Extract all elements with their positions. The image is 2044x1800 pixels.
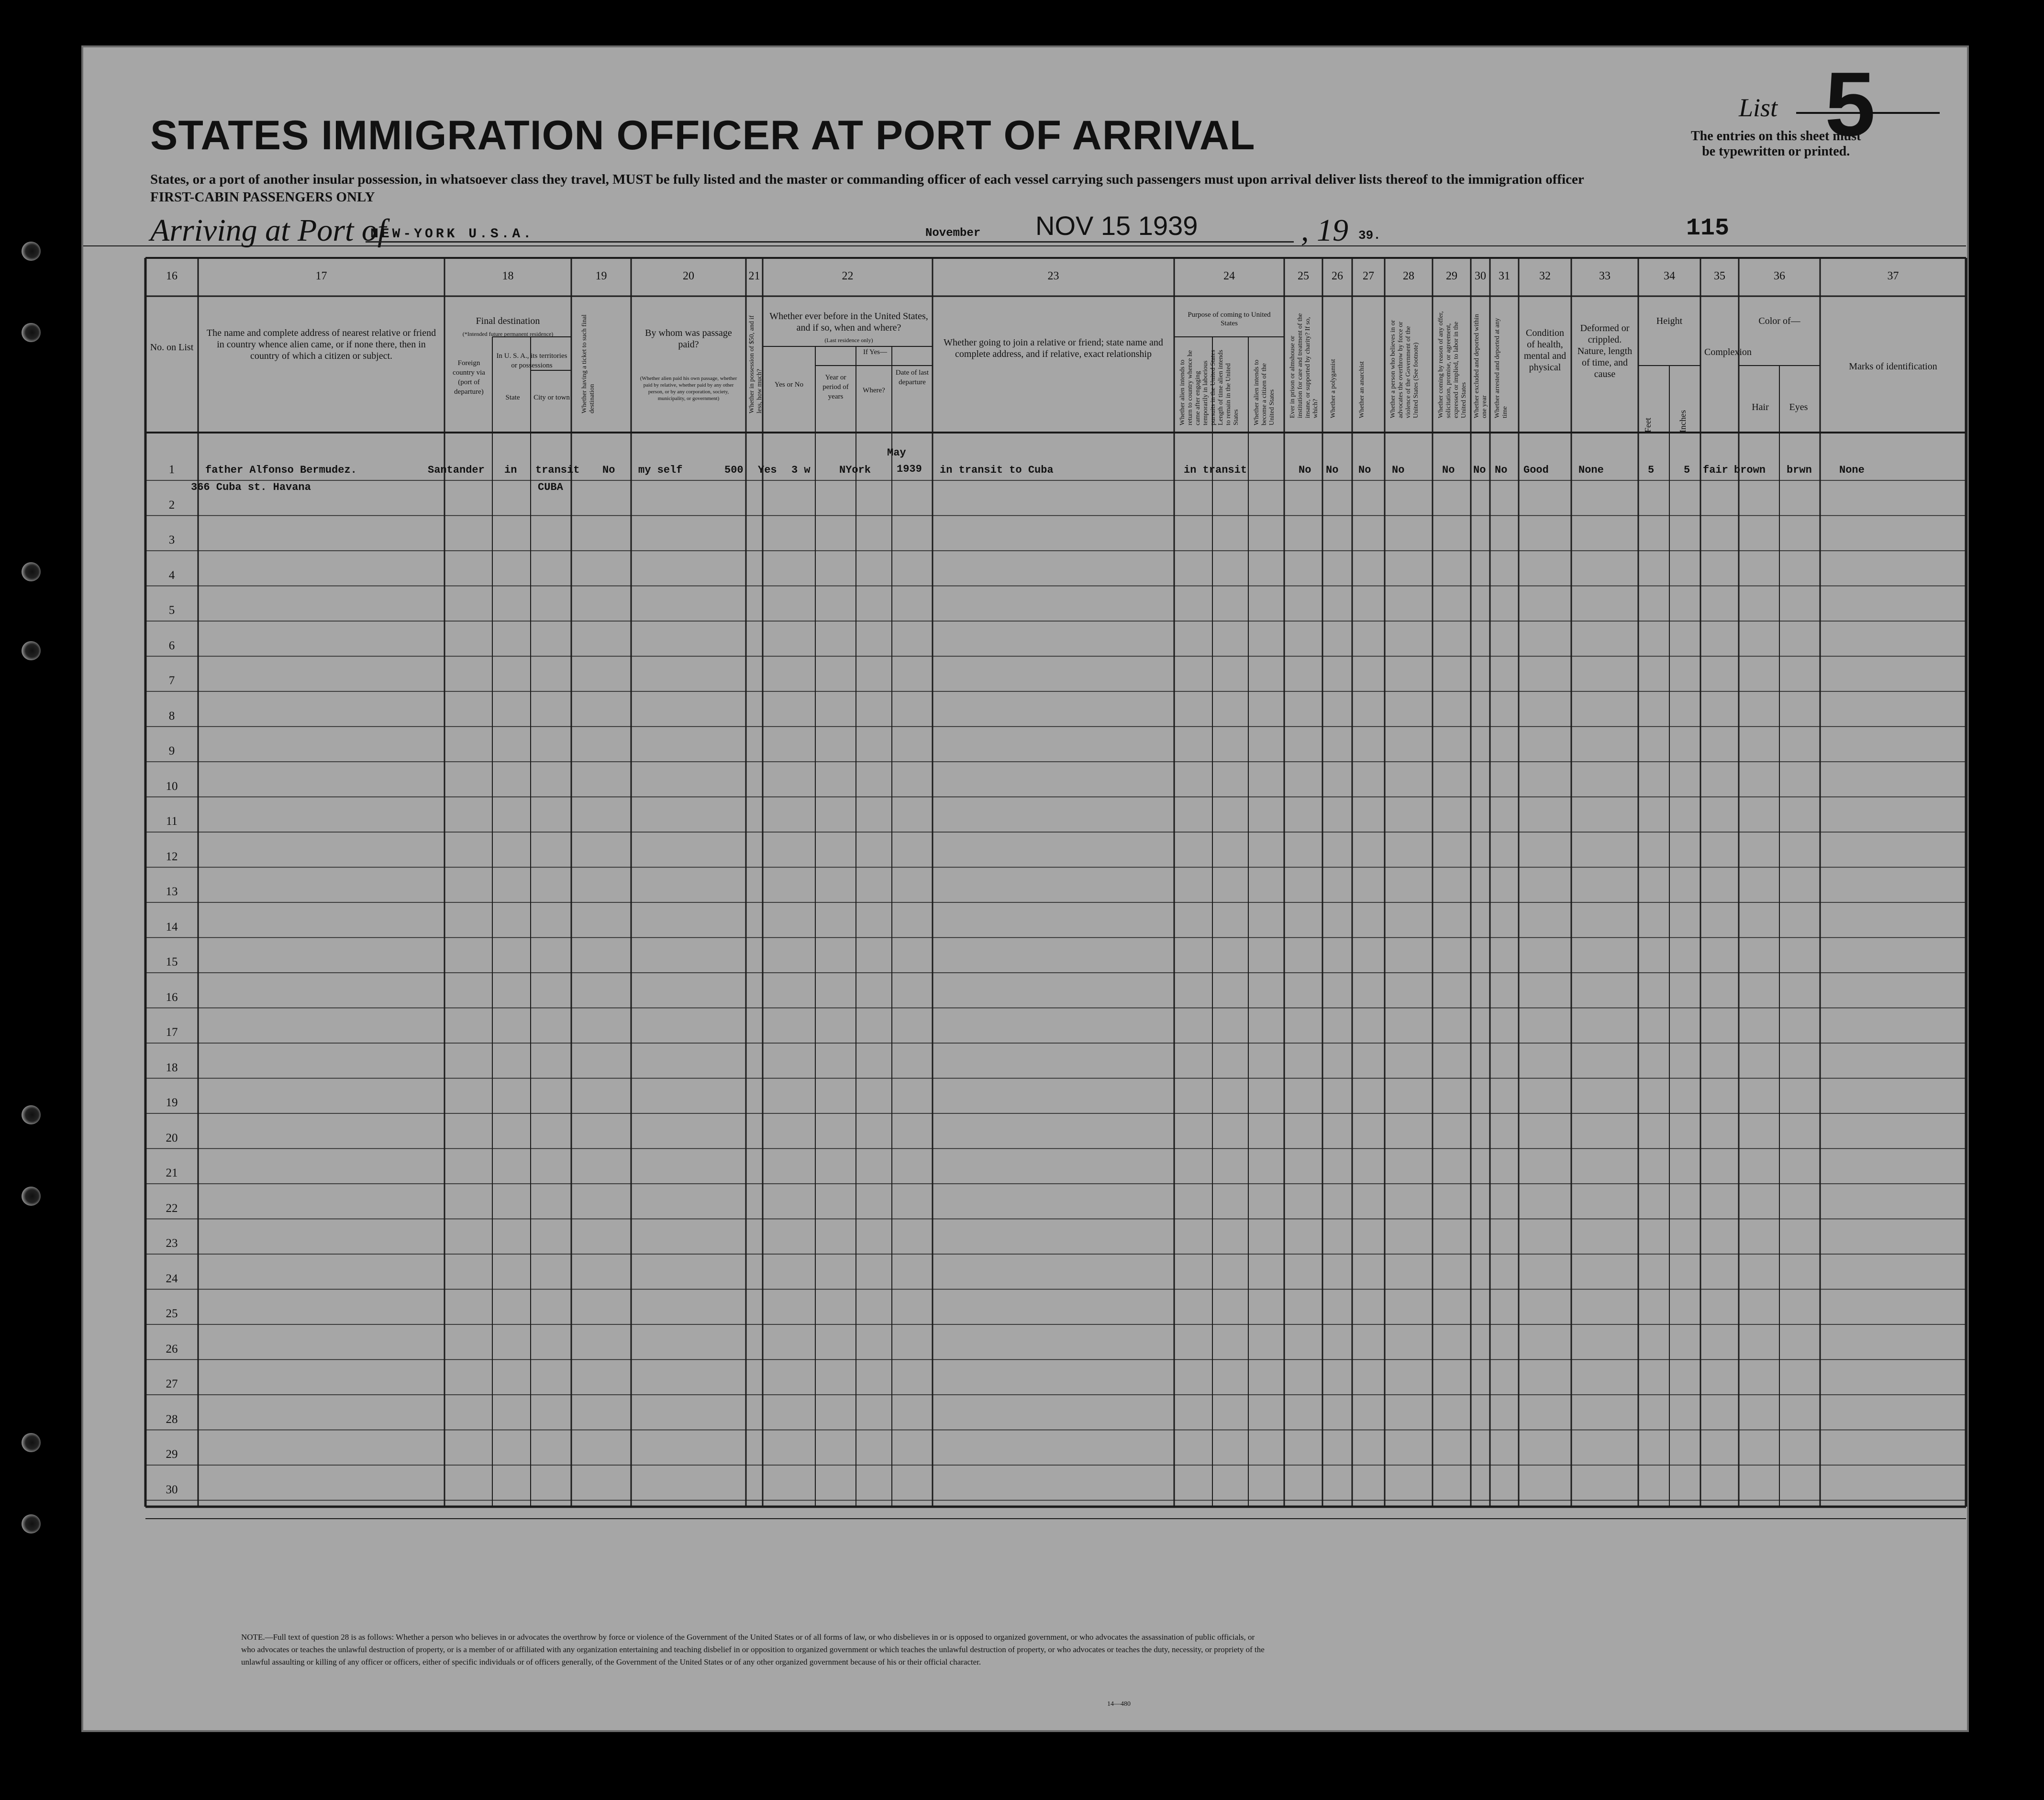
column-subheader: (Last residence only) bbox=[824, 337, 873, 344]
answer-29: No bbox=[1442, 464, 1455, 476]
column-header: Whether coming by reason of any offer, solicitation, promise, or agreement, expressed or implied, to labor in the United States bbox=[1437, 311, 1467, 418]
column-subheader: Where? bbox=[863, 387, 885, 394]
column-number: 21 bbox=[748, 270, 760, 282]
column-subheader: In U. S. A., its territories or possessions bbox=[496, 352, 567, 369]
arriving-label: Arriving at Port of bbox=[150, 213, 387, 248]
column-header: Whether arrested and deported at any time bbox=[1494, 318, 1509, 418]
column-number: 34 bbox=[1664, 270, 1675, 282]
foreign-country: Santander bbox=[428, 464, 485, 476]
footnote: NOTE.—Full text of question 28 is as follows: Whether a person who believes in or advocates the overthrow by force or violence of the Government of the United States or of all forms of law, or who disbelieves in or is opposed to organized government, or who advocates the assassination of public officials, or who advocates or teaches the unlawful destruction of property, or is a member of or affiliated with any organization entertaining and teaching disbelief in or opposition to organized government or which teaches the unlawful destruction of property, or who advocates or teaches the duty, necessity, or propriety of the unlawful assaulting or killing of any officer or officers, either of specific individuals or of officers generally, of the Government of the United States or of any other organized government because of his or their official character. bbox=[241, 1633, 1265, 1667]
destination-city-line2: CUBA bbox=[538, 481, 563, 493]
complexion: fair bbox=[1703, 464, 1728, 476]
row-number: 27 bbox=[166, 1378, 178, 1390]
column-subheader: Feet bbox=[1643, 418, 1653, 433]
hair-color: brown bbox=[1734, 464, 1766, 476]
before-years: 3 w bbox=[791, 464, 811, 476]
column-header: By whom was passage paid? bbox=[645, 328, 732, 350]
list-number: 5 bbox=[1825, 54, 1876, 155]
before-where: NYork bbox=[839, 464, 871, 476]
row-number: 19 bbox=[166, 1096, 178, 1109]
column-header: Whether having a ticket to such final destination bbox=[581, 314, 596, 413]
port-value: NEW-YORK U.S.A. bbox=[370, 227, 534, 242]
column-number: 22 bbox=[842, 270, 854, 282]
binder-hole bbox=[22, 1105, 41, 1124]
deformities: None bbox=[1578, 464, 1604, 476]
column-number: 29 bbox=[1446, 270, 1457, 282]
column-number: 24 bbox=[1223, 270, 1235, 282]
column-subheader: Hair bbox=[1752, 402, 1769, 412]
row-number: 3 bbox=[168, 533, 175, 546]
column-header: Whether an anarchist bbox=[1358, 361, 1366, 418]
cabin-class-label: FIRST-CABIN PASSENGERS ONLY bbox=[150, 189, 375, 205]
row-number: 6 bbox=[168, 639, 175, 652]
eye-color: brwn bbox=[1787, 464, 1812, 476]
column-subheader: Whether alien intends to become a citizen of the United States bbox=[1253, 359, 1276, 425]
join-relative: in transit to Cuba bbox=[940, 464, 1054, 476]
intro-text: States, or a port of another insular possession, in whatsoever class they travel, MUST be fully listed and the master or commanding officer of each vessel carrying such passengers must upon arrival deliver lists thereof to the immigration officer bbox=[150, 172, 1584, 187]
column-header: Color of— bbox=[1758, 316, 1800, 326]
row-number: 13 bbox=[166, 885, 178, 898]
entries-note-line2: be typewritten or printed. bbox=[1702, 144, 1850, 159]
column-number: 35 bbox=[1714, 270, 1725, 282]
row-number: 5 bbox=[168, 604, 175, 617]
row-number: 15 bbox=[166, 956, 178, 968]
destination-state: in bbox=[504, 464, 517, 476]
column-subheader: Date of last departure bbox=[895, 369, 929, 386]
column-header: Whether going to join a relative or friend; state name and complete address, and if relative, exact relationship bbox=[944, 337, 1163, 359]
column-header: Whether a polygamist bbox=[1330, 359, 1337, 418]
row-number: 16 bbox=[166, 990, 178, 1004]
year-value: 39. bbox=[1358, 228, 1381, 243]
date-stamp: NOV 15 1939 bbox=[1035, 211, 1198, 241]
page-number: 115 bbox=[1686, 215, 1730, 242]
column-subheader: Eyes bbox=[1789, 402, 1808, 412]
answer-31: No bbox=[1495, 464, 1508, 476]
column-number: 20 bbox=[683, 270, 694, 282]
column-number: 37 bbox=[1887, 270, 1899, 282]
binder-hole bbox=[22, 323, 41, 342]
column-subheader: (Whether alien paid his own passage, whether paid by relative, whether paid by any other person, or by any corporation, society, municipality, or government) bbox=[640, 376, 737, 401]
column-header: No. on List bbox=[150, 342, 194, 353]
column-number: 33 bbox=[1599, 270, 1611, 282]
column-subheader: Inches bbox=[1678, 410, 1688, 433]
row-number: 1 bbox=[168, 463, 175, 476]
height-feet: 5 bbox=[1648, 464, 1655, 476]
identification-marks: None bbox=[1839, 464, 1865, 476]
binder-hole bbox=[22, 242, 41, 261]
column-number: 28 bbox=[1403, 270, 1414, 282]
column-subheader: Year or period of years bbox=[822, 374, 849, 400]
binder-hole bbox=[22, 1514, 41, 1533]
answer-25: No bbox=[1299, 464, 1311, 476]
column-header: Marks of identification bbox=[1849, 361, 1937, 372]
column-subheader: City or town bbox=[533, 394, 570, 401]
binder-hole bbox=[22, 1187, 41, 1206]
column-number: 19 bbox=[595, 270, 607, 282]
column-number: 16 bbox=[166, 270, 178, 282]
column-number: 26 bbox=[1332, 270, 1343, 282]
form-number: 14—480 bbox=[1107, 1700, 1131, 1708]
binder-hole bbox=[22, 562, 41, 581]
row-number: 29 bbox=[166, 1448, 178, 1461]
relative-name: father Alfonso Bermudez. bbox=[205, 464, 357, 476]
height-inches: 5 bbox=[1684, 464, 1690, 476]
page-title: STATES IMMIGRATION OFFICER AT PORT OF ARRIVAL bbox=[150, 112, 1255, 158]
column-number: 17 bbox=[315, 270, 327, 282]
column-number: 18 bbox=[502, 270, 514, 282]
column-header: The name and complete address of nearest relative or friend in country whence alien came, or if none there, then in country of which a citizen or subject. bbox=[206, 328, 436, 361]
column-header: Condition of health, mental and physical bbox=[1523, 328, 1566, 373]
answer-26: No bbox=[1326, 464, 1339, 476]
ticket-answer: No bbox=[602, 464, 615, 476]
year-prefix: , 19 bbox=[1301, 213, 1348, 248]
column-header: Deformed or crippled. Nature, length of time, and cause bbox=[1577, 323, 1633, 379]
column-header: Final destination bbox=[476, 316, 540, 326]
column-subheader: (*Intended future permanent residence) bbox=[462, 331, 554, 337]
row-number: 12 bbox=[166, 850, 178, 863]
column-header: Whether a person who believes in or advocates the overthrow by force or violence of the Government of the United States (See footnote) bbox=[1389, 320, 1420, 418]
row-number: 2 bbox=[168, 498, 175, 511]
column-number: 30 bbox=[1475, 270, 1486, 282]
row-number: 22 bbox=[166, 1201, 178, 1215]
before-yes-no: Yes bbox=[758, 464, 777, 476]
passage-paid-by: my self bbox=[638, 464, 683, 476]
health-condition: Good bbox=[1523, 464, 1549, 476]
last-departure-month: May bbox=[887, 447, 906, 459]
row-number: 26 bbox=[166, 1342, 178, 1356]
destination-city: transit bbox=[535, 464, 580, 476]
answer-30: No bbox=[1473, 464, 1486, 476]
column-subheader: If Yes— bbox=[863, 348, 887, 356]
column-subheader: Yes or No bbox=[774, 381, 804, 389]
month-value: November bbox=[925, 227, 981, 240]
row-number: 8 bbox=[168, 709, 175, 722]
row-number: 23 bbox=[166, 1237, 178, 1250]
answer-27: No bbox=[1358, 464, 1371, 476]
binder-hole bbox=[22, 1433, 41, 1452]
column-header: Whether excluded and deported within one year bbox=[1473, 314, 1488, 418]
manifest-grid bbox=[83, 47, 1971, 1734]
column-number: 27 bbox=[1363, 270, 1374, 282]
row-number: 25 bbox=[166, 1307, 178, 1320]
column-number: 23 bbox=[1047, 270, 1059, 282]
column-subheader: State bbox=[505, 394, 520, 401]
column-number: 32 bbox=[1539, 270, 1551, 282]
column-header: Purpose of coming to United States bbox=[1188, 311, 1271, 327]
purpose: in transit bbox=[1184, 464, 1247, 476]
list-label: List bbox=[1739, 93, 1778, 122]
column-header: Height bbox=[1656, 316, 1683, 326]
row-number: 24 bbox=[166, 1272, 178, 1285]
row-number: 20 bbox=[166, 1131, 178, 1144]
last-departure-year: 1939 bbox=[897, 463, 922, 475]
row-number: 21 bbox=[166, 1167, 178, 1179]
column-number: 31 bbox=[1499, 270, 1510, 282]
row-number: 30 bbox=[166, 1483, 178, 1496]
row-number: 17 bbox=[166, 1026, 178, 1039]
row-number: 14 bbox=[166, 920, 178, 933]
column-subheader: Whether alien intends to return to country whence he came after engaging temporarily in laborious pursuits in the United States bbox=[1179, 350, 1217, 425]
column-header: Whether in possession of $50, and if less, how much? bbox=[748, 315, 763, 413]
row-number: 28 bbox=[166, 1412, 178, 1426]
column-subheader: Length of time alien intends to remain in the United States bbox=[1217, 350, 1240, 425]
column-subheader: Foreign country via (port of departure) bbox=[453, 359, 485, 396]
column-number: 36 bbox=[1774, 270, 1785, 282]
binder-hole bbox=[22, 641, 41, 660]
row-number: 9 bbox=[168, 744, 175, 757]
column-header: Whether ever before in the United States, and if so, when and where? bbox=[769, 311, 928, 333]
manifest-sheet bbox=[81, 45, 1969, 1732]
row-number: 7 bbox=[168, 674, 175, 687]
money-amount: 500 bbox=[724, 464, 744, 476]
column-header: Complexion bbox=[1704, 347, 1752, 357]
relative-address: 366 Cuba st. Havana bbox=[191, 481, 311, 493]
row-number: 10 bbox=[166, 779, 178, 793]
column-header: Ever in prison or almshouse or institution for care and treatment of the insane, or supported by charity? If so, which? bbox=[1289, 313, 1319, 418]
row-number: 11 bbox=[166, 815, 178, 828]
answer-28: No bbox=[1392, 464, 1405, 476]
row-number: 4 bbox=[168, 568, 175, 582]
column-number: 25 bbox=[1298, 270, 1309, 282]
entries-note-line1: The entries on this sheet must bbox=[1691, 129, 1861, 144]
row-number: 18 bbox=[166, 1061, 178, 1074]
